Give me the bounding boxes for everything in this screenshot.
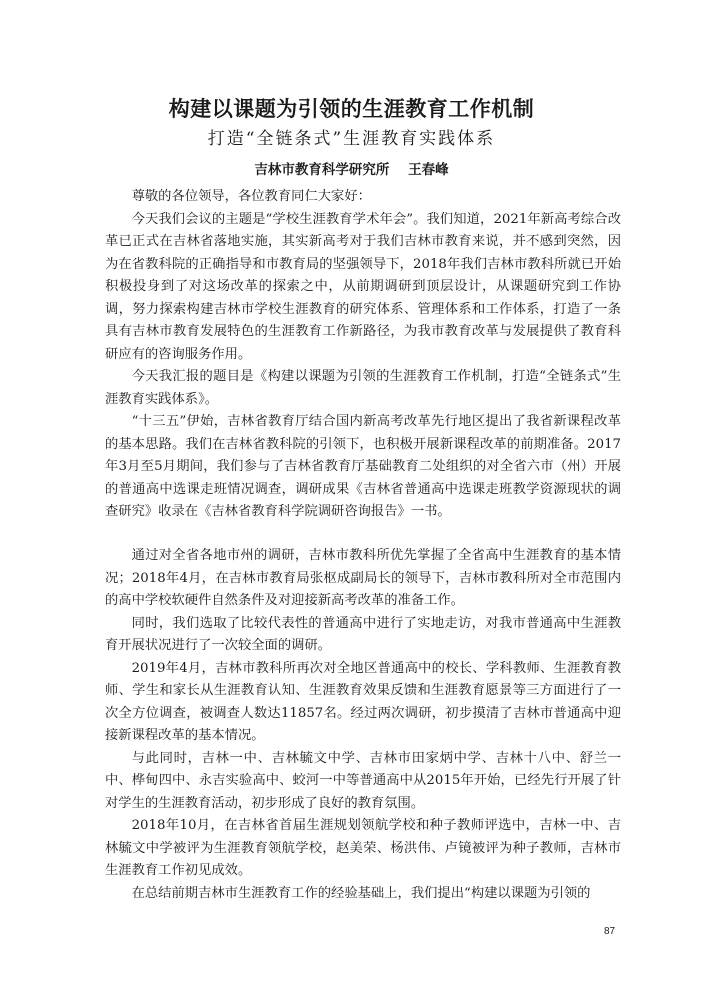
- paragraph: 2018年10月，在吉林省首届生涯规划领航学校和种子教师评选中，吉林一中、吉林毓文中学被评为生涯教育领航学校，赵美荣、杨洪伟、卢镜被评为种子教师，吉林市生涯教育工作初见成效。: [105, 818, 621, 878]
- body-section-2: [105, 545, 621, 905]
- paragraph: 今天我们会议的主题是“学校生涯教育学术年会”。我们知道，2021年新高考综合改革已正式在吉林省落地实施，其实新高考对于我们吉林市教育来说，并不感到突然，因为在省教科院的正确指导和市教育局的坚强领导下，2018年我们吉林市教科所就已开始积极投身到了对这场改革的探索之中，从前期调研到顶层设计，从课题研究到工作协调，努力探索构建吉林市学校生涯教育的研究体系、管理体系和工作体系，打造了一条具有吉林市教育发展特色的生涯教育工作新路径，为我市教育改革与发展提供了教育科研应有的咨询服务作用。: [105, 211, 621, 362]
- body-section-1: [105, 186, 621, 524]
- author-line: 吉林市教育科学研究所 王春峰: [254, 162, 449, 178]
- paragraph: “十三五”伊始，吉林省教育厅结合国内新高考改革先行地区提出了我省新课程改革的基本思路。我们在吉林省教科院的引领下，也积极开展新课程改革的前期准备。2017年3月至5月期间，我们参与了吉林省教育厅基础教育二处组织的对全省六市（州）开展的普通高中选课走班情况调查，调研成果《吉林省普通高中选课走班教学资源现状的调查研究》收录在《吉林省教育科学院调研咨询报告》一书。: [105, 414, 621, 519]
- paragraph: 同时，我们选取了比较代表性的普通高中进行了实地走访，对我市普通高中生涯教育开展状况进行了一次较全面的调研。: [105, 615, 621, 653]
- document-title: 构建以课题为引领的生涯教育工作机制: [168, 97, 535, 121]
- paragraph: 通过对全省各地市州的调研，吉林市教科所优先掌握了全省高中生涯教育的基本情况；2018年4月，在吉林市教育局张枢成副局长的领导下，吉林市教科所对全市范围内的高中学校软硬件自然条件及对迎接新高考改革的准备工作。: [105, 548, 621, 608]
- page-number: 87: [604, 926, 616, 937]
- paragraph: 在总结前期吉林市生涯教育工作的经验基础上，我们提出“构建以课题为引领的: [131, 885, 591, 901]
- paragraph: 今天我汇报的题目是《构建以课题为引领的生涯教育工作机制，打造“全链条式”生涯教育实践体系》。: [105, 369, 621, 407]
- paragraph: 与此同时，吉林一中、吉林毓文中学、吉林市田家炳中学、吉林十八中、舒兰一中、桦甸四中、永吉实验高中、蛟河一中等普通高中从2015年开始，已经先行开展了针对学生的生涯教育活动，初步形成了良好的教育氛围。: [105, 750, 621, 811]
- paragraph: 尊敬的各位领导，各位教育同仁大家好：: [131, 189, 371, 204]
- paragraph: 2019年4月，吉林市教科所再次对全地区普通高中的校长、学科教师、生涯教育教师、学生和家长从生涯教育认知、生涯教育效果反馈和生涯教育愿景等三方面进行了一次全方位调查，被调查人数达11857名。经过两次调研，初步摸清了吉林市普通高中迎接新课程改革的基本情况。: [105, 660, 621, 743]
- document-subtitle: 打造“全链条式”生涯教育实践体系: [207, 129, 496, 149]
